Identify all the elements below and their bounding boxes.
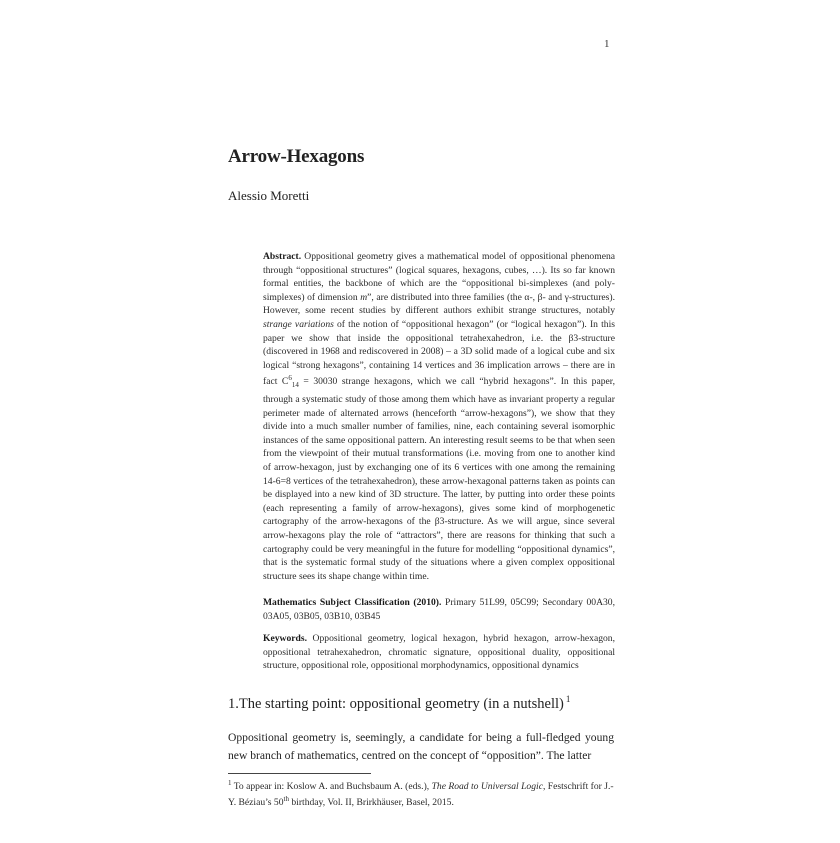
abstract-strange-variations: strange variations [263,318,334,330]
abstract-text-3: of the notion of “oppositional hexagon” (or “logical hexagon”). In this paper we show that inside the oppositional tetrahexahedron, i.e. the β3-structure (discovered in 1968 and rediscovered in 2008) – a 3D solid made of a logical cube and six logical “strong hexagons”, containing 14 vertices and 36 implication arrows – there are in fact C [263,318,615,388]
paper-title: Arrow-Hexagons [228,146,365,167]
author-name: Alessio Moretti [228,188,310,203]
abstract-binomial-sub: 14 [291,381,299,390]
abstract-binomial-sup: 6 [288,374,292,383]
footnote-text-2: , Festschrift for J.-Y. Béziau’s 50 [228,781,614,808]
abstract-text-1: Oppositional geometry gives a mathematical model of oppositional phenomena through “oppositional structures” (logical squares, hexagons, cubes, …). Its so far known formal entities, the backbone of which are the “oppositional bi-simplexes (and poly-simplexes) of dimension [263,251,616,303]
abstract-label: Abstract. [263,251,302,262]
abstract-text-4: = 30030 strange hexagons, which we call “hybrid hexagons”. In this paper, through a systematic study of those among them which have as invariant property a regular perimeter made of alternated arrows (henceforth “arrow-hexagons”), we show that they divide into a much smaller number of families, nine, each containing several isomorphic instances of the same oppositional pattern. An interesting result seems to be that when seen from the viewpoint of their mutual transformations (i.e. moving from one to another kind of arrow-hexagon, just by exchanging one of its 6 vertices with one among the remaining 14-6=8 vertices of the tetrahexahedron), these arrow-hexagonal patterns taken as points can be displayed into a new kind of 3D structure. The latter, by putting into order these points (each representing a family of arrow-hexagons), gives some kind of morphogenetic cartography of the arrow-hexagons of the β3-structure. As we will argue, since several arrow-hexagons play the role of “attractors”, there are reasons for thinking that such a cartography could be very meaningful in the future for modelling “oppositional dynamics”, that is the systematic formal study of the situations where a given complex oppositional structure sees its shape change within time. [263,376,615,582]
keywords-text: Oppositional geometry, logical hexagon, hybrid hexagon, arrow-hexagon, oppositional tetrahexahedron, chromatic signature, oppositional duality, oppositional structure, oppositional role, oppositional morphodynamics, oppositional dynamics [263,633,615,672]
footnote-mark: 1 [228,779,232,787]
msc-text: Primary 51L99, 05C99; Secondary 00A30, 03A05, 03B05, 03B10, 03B45 [263,597,616,622]
keywords [263,632,615,673]
footnote-text-1: To appear in: Koslow A. and Buchsbaum A. (eds.), [231,781,432,792]
abstract [263,250,615,583]
footnote-book-title: The Road to Universal Logic [431,781,543,792]
section-heading [228,694,570,713]
msc-classification [263,596,615,623]
footnote-divider [228,773,371,774]
body-paragraph: Oppositional geometry is, seemingly, a candidate for being a full-fledged young new branch of mathematics, centred on the concept of “opposition”. The latter [228,731,614,762]
keywords-label: Keywords. [263,633,307,644]
footnote-th: th [283,795,289,803]
section-heading-text: 1.The starting point: oppositional geometry (in a nutshell) [228,696,564,712]
msc-label: Mathematics Subject Classification (2010). [263,597,442,608]
abstract-m-variable: m [360,291,368,303]
abstract-text-2: ”, are distributed into three families (the α-, β- and γ-structures). However, some recent studies by different authors exhibit strange structures, notably [263,291,615,317]
page-number: 1 [604,38,610,50]
footnote-text-3: birthday, Vol. II, Brirkhäuser, Basel, 2015. [288,797,454,808]
footnote [228,777,614,809]
section-footnote-mark: 1 [565,694,571,704]
